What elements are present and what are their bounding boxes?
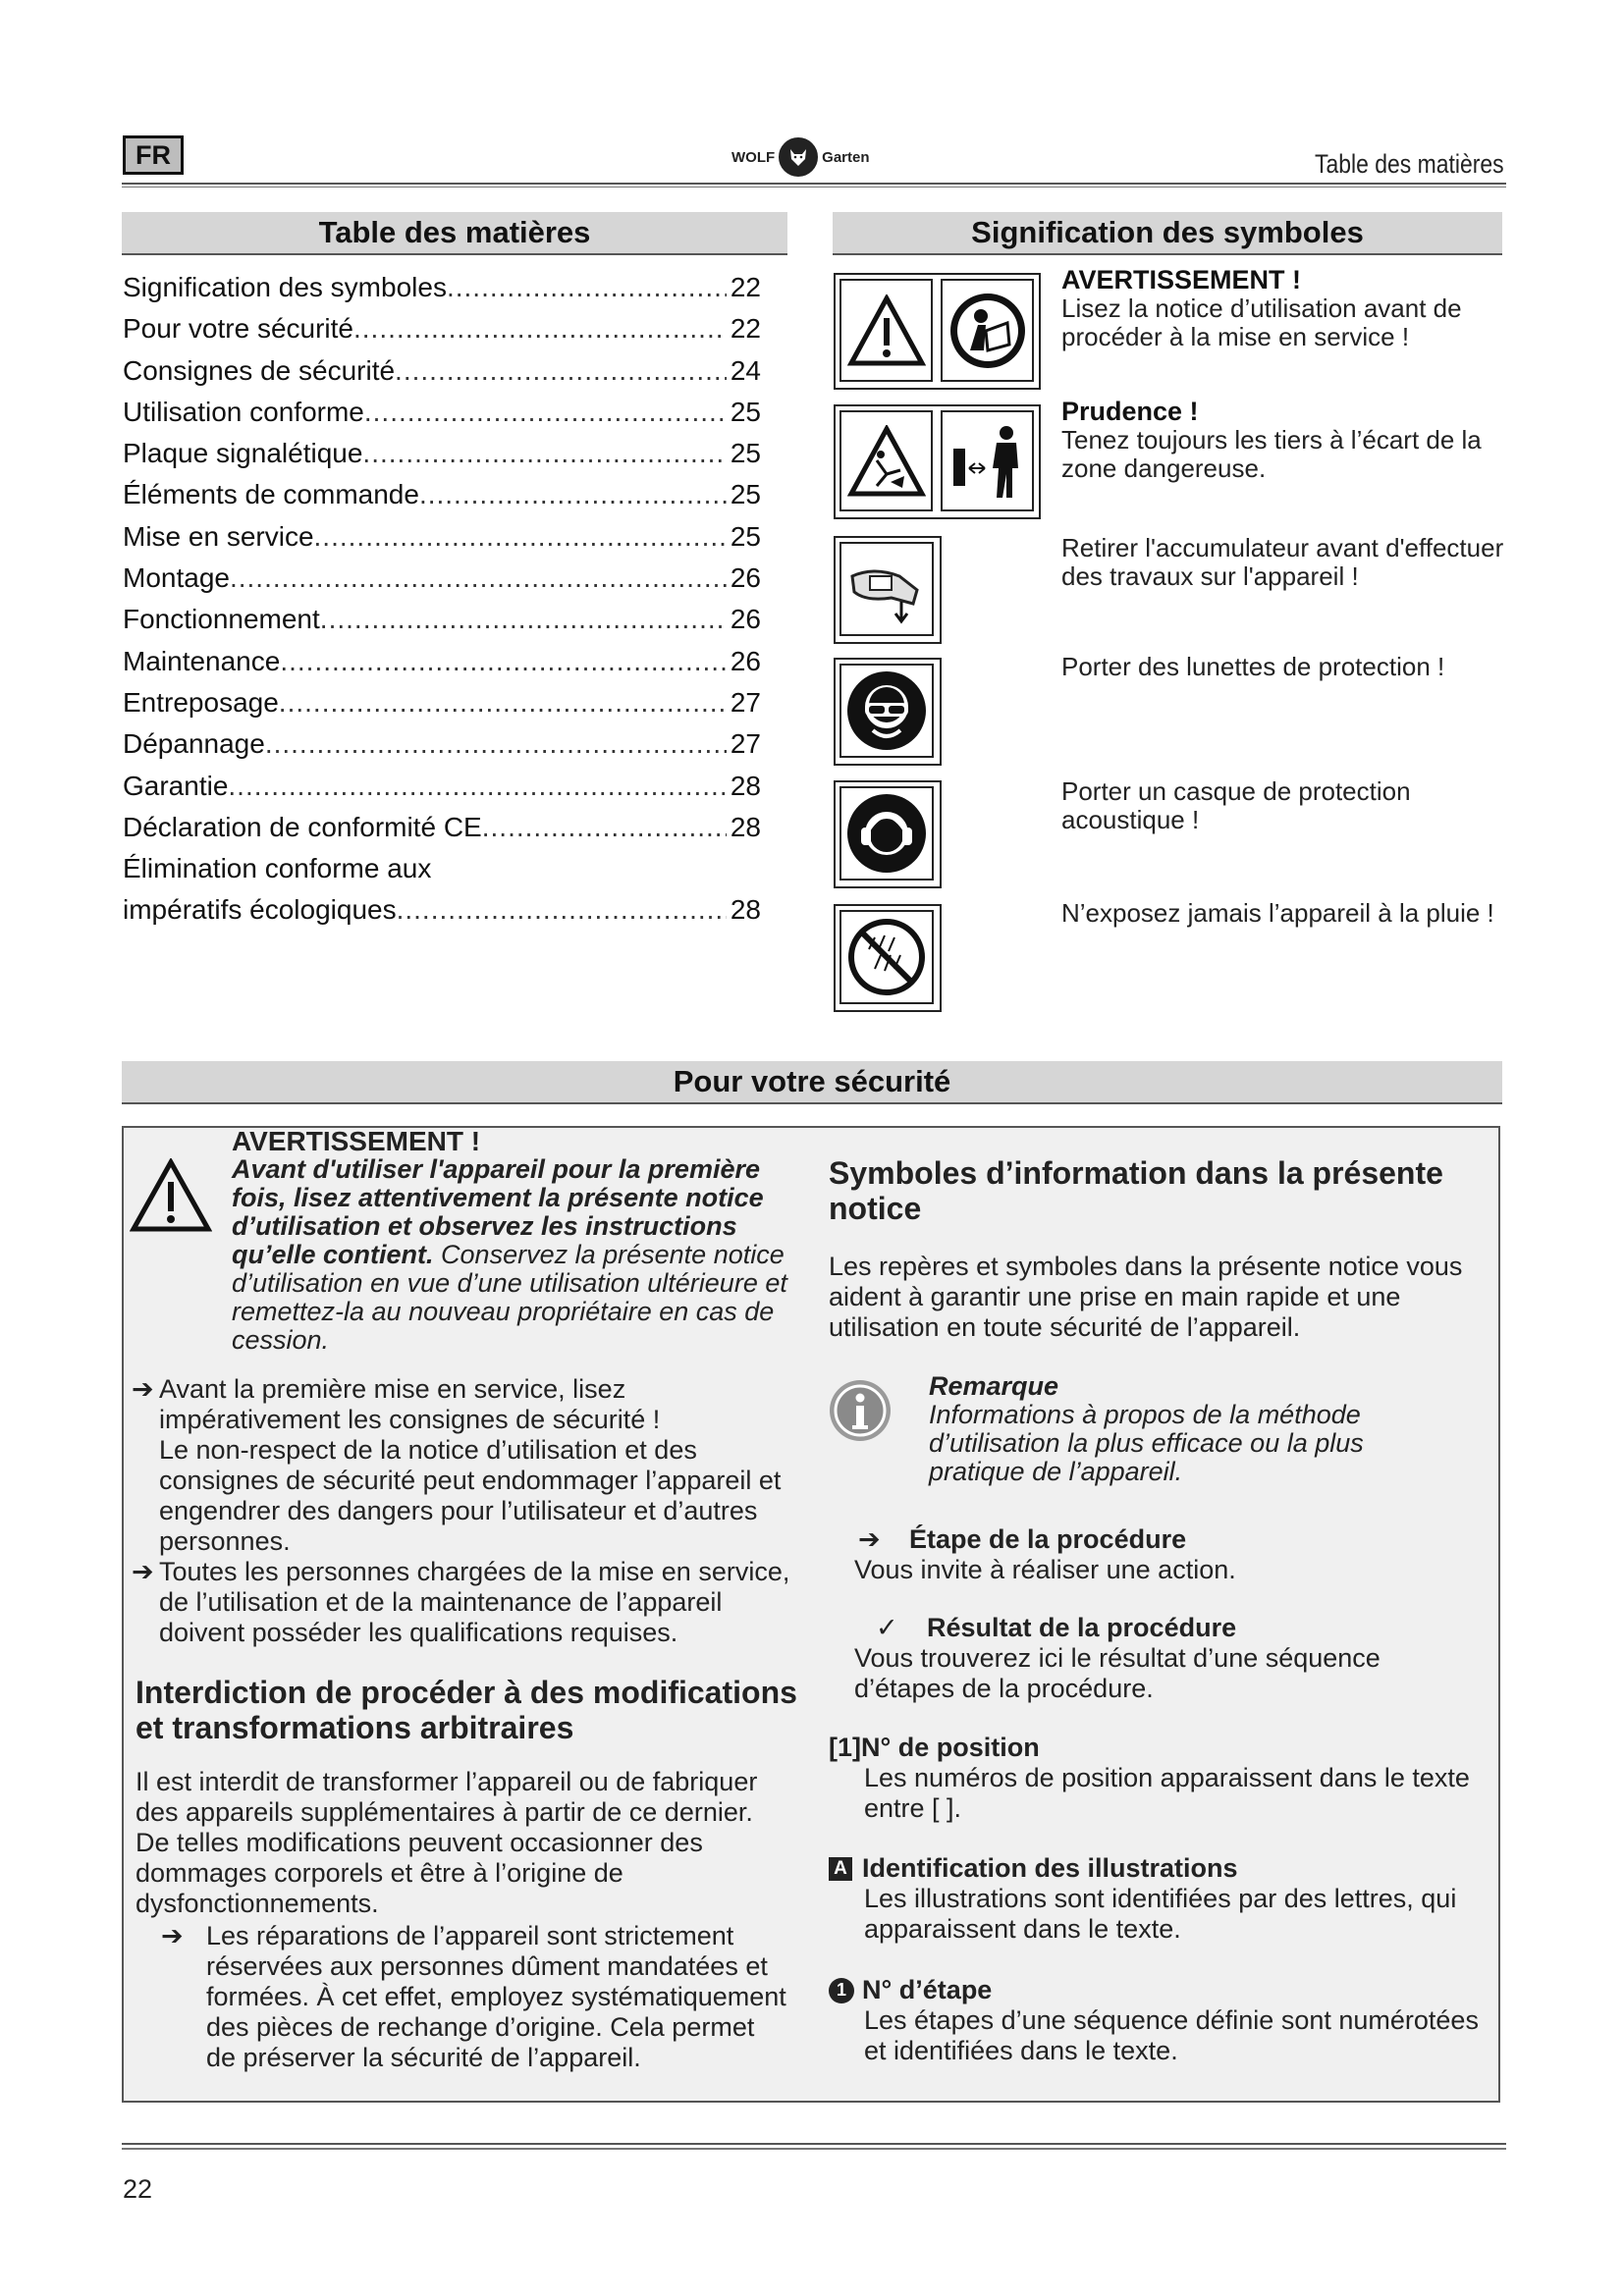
remark-block: [929, 1372, 1420, 1486]
bullet-read-safety: [132, 1374, 799, 1557]
toc-entry: [123, 889, 761, 931]
position-heading: N° de position: [861, 1733, 1040, 1762]
bullet-2-text: Toutes les personnes chargées de la mise en service, de l’utilisation et de la maintenance de l’appareil doivent posséder les qualifications requises.: [159, 1557, 790, 1647]
arrow-icon: ➔: [858, 1524, 881, 1554]
safety-distance-icon: [941, 410, 1034, 511]
toc-leader-dots: [280, 641, 727, 682]
symbol-2-desc: Tenez toujours les tiers à l’écart de la zone dangereuse.: [1061, 425, 1482, 483]
table-of-contents: [123, 267, 761, 932]
header-section-title: Table des matières: [1315, 149, 1504, 179]
toc-leader-dots: [395, 350, 727, 392]
symbol-1-desc: Lisez la notice d’utilisation avant de procéder à la mise en service !: [1061, 294, 1462, 351]
toc-entry-label: Plaque signalétique: [123, 438, 363, 469]
position-text: Les numéros de position apparaissent dans le texte entre [ ].: [864, 1763, 1470, 1823]
thrown-objects-warning-icon: [839, 410, 933, 511]
symbol-5-text: [1061, 777, 1513, 834]
brand-logo: [731, 137, 870, 177]
symbol-4-desc: Porter des lunettes de protection !: [1061, 652, 1445, 681]
toc-leader-dots: [362, 433, 726, 474]
toc-leader-dots: [397, 889, 727, 931]
warning-italic-text: Conservez la présente notice d’utilisation en vue d’une utilisation ultérieure et remettez-la au nouveau propriétaire en cas de cession.: [232, 1240, 787, 1355]
toc-entry-label: Entreposage: [123, 686, 279, 718]
safety-bullets: [132, 1374, 799, 1648]
arrow-icon: ➔: [132, 1374, 154, 1404]
logo-left-text: WOLF: [731, 148, 776, 166]
position-block: [829, 1733, 1477, 1824]
wolf-icon: [779, 137, 818, 177]
step-number-block: [829, 1975, 1496, 2066]
illustration-marker: A: [829, 1857, 852, 1881]
warning-block: [232, 1127, 801, 1355]
illustration-text: Les illustrations sont identifiées par des lettres, qui apparaissent dans le texte.: [864, 1884, 1457, 1944]
modification-heading: Interdiction de procéder à des modifications et transformations arbitraires: [135, 1675, 797, 1745]
toc-entry-label: impératifs écologiques: [123, 894, 397, 926]
warning-triangle-large-icon: [130, 1158, 212, 1238]
symbol-3-desc: Retirer l'accumulateur avant d'effectuer des travaux sur l'appareil !: [1061, 533, 1504, 591]
toc-entry: [123, 392, 761, 433]
symbol-3-text: [1061, 534, 1513, 591]
toc-entry-page: 22: [730, 272, 761, 302]
toc-entry: [123, 807, 761, 848]
symbols-heading: Signification des symboles: [833, 212, 1502, 255]
toc-entry-label: Fonctionnement: [123, 604, 320, 635]
toc-entry-label: Déclaration de conformité CE: [123, 811, 482, 842]
toc-entry-page: 22: [730, 313, 761, 345]
toc-leader-dots: [482, 807, 727, 848]
info-symbols-text: Les repères et symboles dans la présente notice vous aident à garantir une prise en main rapide et une utilisation en toute sécurité de l’appareil.: [829, 1252, 1463, 1342]
step-block: [854, 1524, 1483, 1585]
logo-right-text: Garten: [822, 148, 870, 166]
position-marker: [1]: [829, 1733, 861, 1762]
page-number: 22: [123, 2174, 153, 2204]
symbol-6-desc: N’exposez jamais l’appareil à la pluie !: [1061, 898, 1494, 928]
toc-entry: [123, 723, 761, 765]
warning-heading: AVERTISSEMENT !: [232, 1126, 481, 1156]
symbol-1-heading: AVERTISSEMENT !: [1061, 265, 1302, 294]
bullet-qualifications: [132, 1557, 799, 1648]
toc-entry-page: 24: [730, 354, 761, 386]
toc-leader-dots: [265, 723, 727, 765]
modification-bullet-text: Les réparations de l’appareil sont strictement réservées aux personnes dûment mandatées et formées. À cet effet, employez systématiquement des pièces de rechange d’origine. Cela permet de préserver la sécurité de l’appareil.: [206, 1921, 786, 2072]
step-number-text: Les étapes d’une séquence définie sont numérotées et identifiées dans le texte.: [864, 2005, 1479, 2065]
step-heading: Étape de la procédure: [909, 1524, 1187, 1554]
toc-entry: [123, 682, 761, 723]
result-text: Vous trouverez ici le résultat d’une séquence d’étapes de la procédure.: [854, 1643, 1380, 1703]
toc-entry-page: 27: [730, 728, 761, 760]
toc-leader-dots: [353, 308, 727, 349]
toc-entry-label: Consignes de sécurité: [123, 354, 396, 386]
arrow-icon: ➔: [132, 1557, 154, 1586]
toc-leader-dots: [447, 267, 727, 308]
toc-entry: [123, 558, 761, 599]
symbol-read-manual-box: [834, 273, 1041, 390]
remark-heading: Remarque: [929, 1371, 1059, 1401]
language-badge: FR: [123, 135, 184, 175]
toc-leader-dots: [230, 558, 727, 599]
symbol-2-heading: Prudence !: [1061, 397, 1199, 426]
info-icon: [828, 1378, 893, 1448]
toc-leader-dots: [320, 599, 727, 640]
safety-goggles-icon: [839, 664, 934, 758]
read-manual-icon: [941, 279, 1034, 382]
toc-entry-label: Montage: [123, 562, 230, 594]
toc-entry-label: Éléments de commande: [123, 479, 419, 510]
arrow-icon: ➔: [161, 1921, 184, 1950]
toc-entry-page: 25: [730, 479, 761, 510]
toc-leader-dots: [228, 766, 726, 807]
toc-entry-page: 26: [730, 604, 761, 635]
symbol-no-rain-box: [834, 904, 942, 1012]
toc-leader-dots: [314, 516, 727, 558]
toc-entry-page: 28: [730, 811, 761, 842]
toc-entry-label: Garantie: [123, 770, 229, 801]
remark-text: Informations à propos de la méthode d’utilisation la plus efficace ou la plus pratique de l’appareil.: [929, 1400, 1364, 1486]
symbol-remove-battery-box: [834, 536, 942, 644]
symbol-1-text: [1061, 266, 1513, 351]
safety-heading: Pour votre sécurité: [122, 1061, 1502, 1104]
toc-entry-page: 25: [730, 520, 761, 552]
toc-entry-label: Dépannage: [123, 728, 265, 760]
modification-bullet: [161, 1921, 789, 2073]
step-number-marker: 1: [829, 1978, 854, 2003]
toc-entry: [123, 474, 761, 515]
toc-entry: [123, 599, 761, 640]
toc-entry: [123, 766, 761, 807]
checkmark-icon: ✓: [876, 1613, 898, 1642]
symbol-keep-away-box: [834, 404, 1041, 519]
toc-entry-label: Maintenance: [123, 645, 281, 676]
warning-bold-text: Avant d'utiliser l'appareil pour la première fois, lisez attentivement la présente notice d’utilisation et observez les instructions qu’elle contient.: [232, 1154, 764, 1269]
toc-entry: [123, 433, 761, 474]
toc-entry: [123, 848, 761, 889]
toc-entry: [123, 516, 761, 558]
toc-heading: Table des matières: [122, 212, 787, 255]
illustration-block: [829, 1853, 1477, 1945]
warning-triangle-icon: [839, 279, 933, 382]
header-divider: [122, 183, 1506, 187]
toc-entry-page: 26: [730, 562, 761, 594]
ear-protection-icon: [839, 786, 934, 881]
toc-entry-page: 25: [730, 396, 761, 427]
step-text: Vous invite à réaliser une action.: [854, 1555, 1236, 1584]
toc-entry-label: Mise en service: [123, 520, 314, 552]
modification-text: Il est interdit de transformer l’appareil ou de fabriquer des appareils supplémentaires à partir de ce dernier. De telles modifications peuvent occasionner des dommages corporels et être à l’origine de dysfonctionnements.: [135, 1767, 758, 1918]
toc-entry-page: 26: [730, 645, 761, 676]
toc-entry-page: 25: [730, 438, 761, 469]
footer-divider: [122, 2143, 1506, 2150]
symbol-4-text: [1061, 653, 1513, 681]
toc-leader-dots: [364, 392, 727, 433]
symbol-ear-protection-box: [834, 780, 942, 888]
illustration-heading: Identification des illustrations: [862, 1853, 1238, 1883]
symbol-2-text: [1061, 398, 1513, 483]
step-number-heading: N° d’étape: [862, 1975, 993, 2004]
info-symbols-heading: Symboles d’information dans la présente notice: [829, 1155, 1443, 1226]
bullet-1b-text: Le non-respect de la notice d’utilisation et des consignes de sécurité peut endommager l’appareil et engendrer des dangers pour l’utilisateur et d’autres personnes.: [159, 1435, 782, 1556]
toc-entry-label: Utilisation conforme: [123, 396, 364, 427]
symbol-goggles-box: [834, 658, 942, 766]
toc-entry: [123, 308, 761, 349]
toc-entry-label: Pour votre sécurité: [123, 313, 353, 345]
toc-entry: [123, 641, 761, 682]
toc-entry-page: 28: [730, 894, 761, 926]
toc-leader-dots: [419, 474, 727, 515]
toc-entry-page: 28: [730, 770, 761, 801]
result-heading: Résultat de la procédure: [927, 1613, 1237, 1642]
toc-entry: [123, 267, 761, 308]
toc-entry-label: Élimination conforme aux: [123, 853, 432, 884]
toc-leader-dots: [279, 682, 727, 723]
toc-entry-page: 27: [730, 686, 761, 718]
toc-entry-label: Signification des symboles: [123, 272, 447, 302]
result-block: [854, 1613, 1443, 1704]
no-rain-icon: [839, 910, 934, 1004]
symbol-5-desc: Porter un casque de protection acoustique !: [1061, 776, 1411, 834]
toc-entry: [123, 350, 761, 392]
symbol-6-text: [1061, 899, 1513, 928]
bullet-1a-text: Avant la première mise en service, lisez impérativement les consignes de sécurité !: [159, 1374, 661, 1434]
remove-battery-icon: [839, 542, 934, 636]
